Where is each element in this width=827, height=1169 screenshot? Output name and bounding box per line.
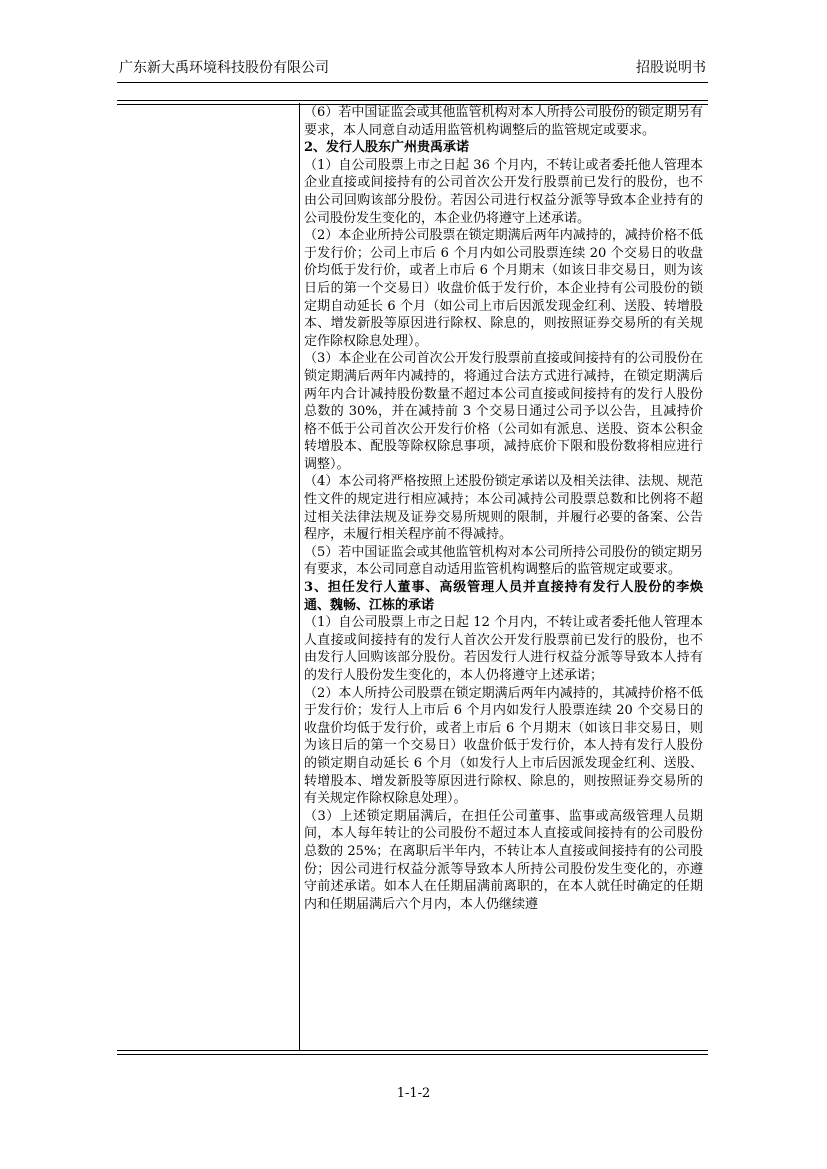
section-heading-directors-executives: 3、担任发行人董事、高级管理人员并直接持有发行人股份的李焕通、魏畅、江栋的承诺 bbox=[304, 580, 703, 613]
paragraph-directors-annual-transfer: （3）上述锁定期届满后，在担任公司董事、监事或高级管理人员期间，本人每年转让的公司股份不超过本人直接或间接持有的公司股份总数的 25%；在离职后半年内，不转让本人直接或间接持有的公司股份；因公司进行权益分派等导致本人所持公司股份发生变化的，亦遵守前述承诺。如本人在任期届满前离职的，在本人就任时确定的任期内和任期届满后六个月内，本人仍继续遵 bbox=[304, 808, 703, 912]
paragraph-guiyu-compliance: （4）本公司将严格按照上述股份锁定承诺以及相关法律、法规、规范性文件的规定进行相应减持；本公司减持公司股票总数和比例将不超过相关法律法规及证券交易所规则的限制，并履行必要的备案、公告程序，未履行相关程序前不得减持。 bbox=[304, 474, 703, 543]
header-document-type: 招股说明书 bbox=[636, 60, 706, 76]
paragraph-directors-12-month-lockup: （1）自公司股票上市之日起 12 个月内，不转让或者委托他人管理本人直接或间接持有的发行人首次公开发行股票前已发行的股份，也不由发行人回购该部分股份。若因发行人进行权益分派等导致本人持有的发行人股份发生变化的，本人仍将遵守上述承诺； bbox=[304, 615, 703, 683]
header-company-name: 广东新大禹环境科技股份有限公司 bbox=[119, 60, 329, 76]
paragraph-guiyu-reduction-price: （2）本企业所持公司股票在锁定期满后两年内减持的，减持价格不低于发行价；公司上市后 6 个月内如公司股票连续 20 个交易日的收盘价均低于发行价，或者上市后 6 个月期末（如该日非交易日，则为该日后的第一个交易日）收盘价低于发行价，本企业持有公司股份的锁定期自动延长 6 个月（如公司上市后因派发现金红利、送股、转增股本、增发新股等原因进行除权、除息的，则按照证券交易所的有关规定作除权除息处理）。 bbox=[304, 228, 703, 349]
header-rule bbox=[117, 82, 708, 83]
paragraph-guiyu-regulator: （5）若中国证监会或其他监管机构对本公司所持公司股份的锁定期另有要求，本公司同意自动适用监管机构调整后的监管规定或要求。 bbox=[304, 544, 703, 578]
paragraph-directors-reduction-price: （2）本人所持公司股票在锁定期满后两年内减持的，其减持价格不低于发行价；发行人上市后 6 个月内如发行人股票连续 20 个交易日的收盘价均低于发行价，或者上市后 6 个月期末（如该日非交易日，则为该日后的第一个交易日）收盘价低于发行价，本人持有发行人股份的锁定期自动延长 6 个月（如发行人上市后因派发现金红利、送股、转增股本、增发新股等原因进行除权、除息的，则按照证券交易所的有关规定作除权除息处理）。 bbox=[304, 685, 703, 807]
table-bottom-border bbox=[117, 1050, 708, 1055]
section-heading-guangzhou-guiyu: 2、发行人股东广州贵禹承诺 bbox=[304, 140, 470, 156]
paragraph-lockup-regulator-individual: （6）若中国证监会或其他监管机构对本人所持公司股份的锁定期另有要求，本人同意自动适用监管机构调整后的监管规定或要求。 bbox=[304, 105, 703, 138]
paragraph-guiyu-36-month-lockup: （1）自公司股票上市之日起 36 个月内，不转让或者委托他人管理本企业直接或间接持有的公司首次公开发行股票前已发行的股份，也不由公司回购该部分股份。若因公司进行权益分派等导致本企业持有的公司股份发生变化的，本企业仍将遵守上述承诺。 bbox=[304, 157, 703, 226]
page-number: 1-1-2 bbox=[396, 1086, 431, 1101]
paragraph-guiyu-reduction-limit: （3）本企业在公司首次公开发行股票前直接或间接持有的公司股份在锁定期满后两年内减持的，将通过合法方式进行减持，在锁定期满后两年内合计减持股份数量不超过本公司直接或间接持有的发行人股份总数的 30%，并在减持前 3 个交易日通过公司予以公告，且减持价格不低于公司首次公开发行价格（公司如有派息、送股、资本公积金转增股本、配股等除权除息事项，减持底价下限和股份数将相应进行调整）。 bbox=[304, 351, 703, 472]
table-column-divider bbox=[299, 103, 300, 1050]
commitment-text-cell bbox=[304, 104, 703, 913]
